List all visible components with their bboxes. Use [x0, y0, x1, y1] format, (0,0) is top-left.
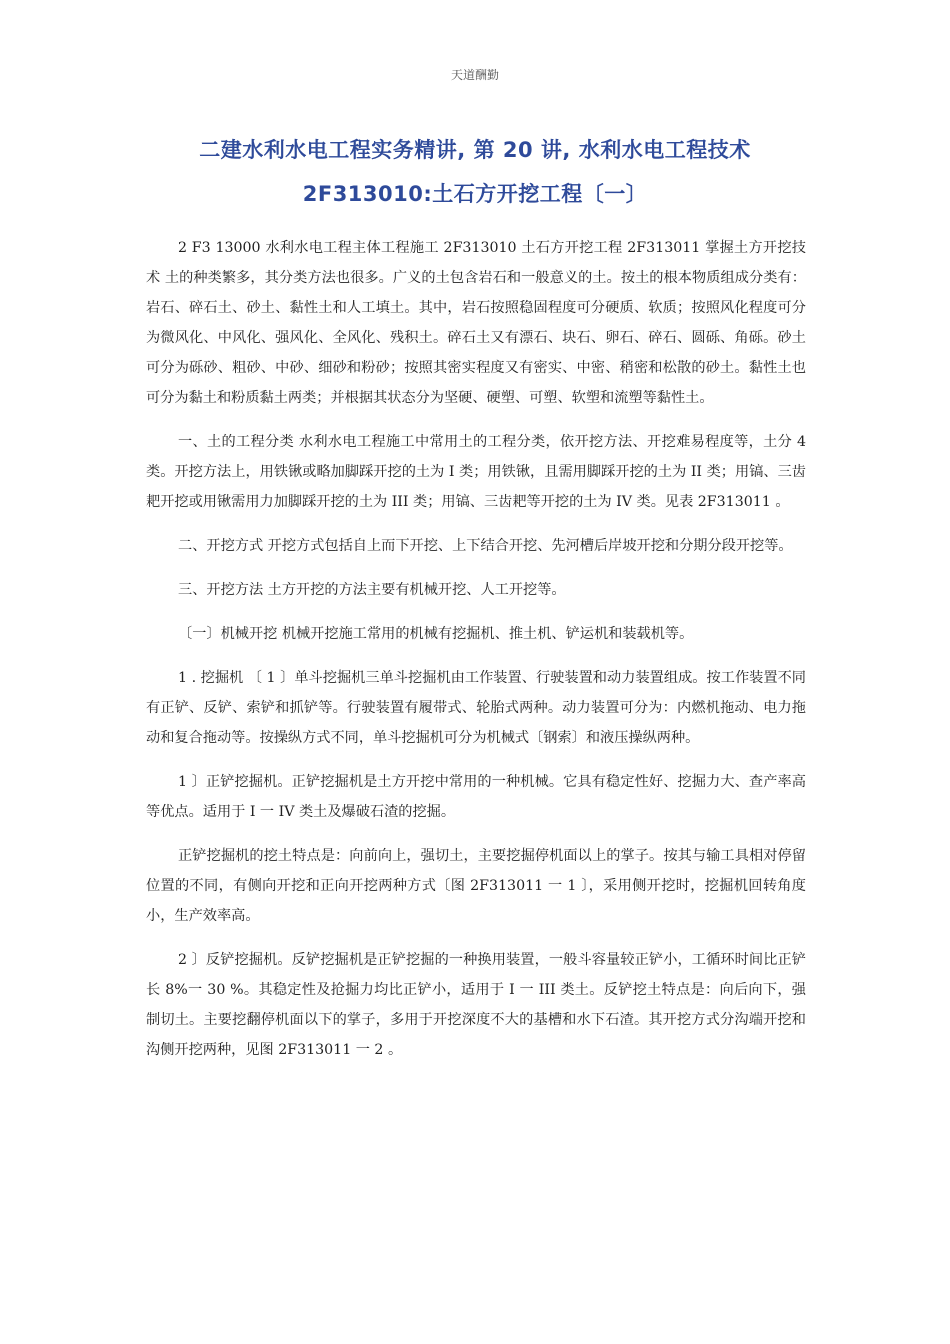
document-title-line-2: 2F313010:土石方开挖工程〔一〕	[302, 182, 648, 206]
paragraph-excavator: 1 . 挖掘机 〔 1 〕单斗挖掘机三单斗挖掘机由工作装置、行驶装置和动力装置组成。按工作装置不同有正铲、反铲、索铲和抓铲等。行驶装置有履带式、轮胎式两种。动力装置可分为：内燃机拖动、电力拖动和复合拖动等。按操纵方式不同，单斗挖掘机可分为机械式〔钢索〕和液压操纵两种。	[146, 670, 806, 746]
paragraph-front-shovel: 1 〕正铲挖掘机。正铲挖掘机是土方开挖中常用的一种机械。它具有稳定性好、挖掘力大、查产率高等优点。适用于 I 一 IV 类土及爆破石渣的挖掘。	[146, 774, 806, 820]
paragraph-excavation-methods: 三、开挖方法 土方开挖的方法主要有机械开挖、人工开挖等。	[178, 582, 566, 598]
paragraph-excavation-modes: 二、开挖方式 开挖方式包括自上而下开挖、上下结合开挖、先河槽后岸坡开挖和分期分段开挖等。	[178, 538, 793, 554]
paragraph-mechanical-excavation: 〔一〕机械开挖 机械开挖施工常用的机械有挖掘机、推土机、铲运机和装载机等。	[178, 626, 694, 642]
paragraph-front-shovel-features: 正铲挖掘机的挖土特点是：向前向上，强切土，主要挖掘停机面以上的掌子。按其与输工具相对停留位置的不同，有侧向开挖和正向开挖两种方式〔图 2F313011 一 1 〕，采用侧开挖时，挖掘机回转角度小，生产效率高。	[146, 848, 806, 924]
document-title-line-1: 二建水利水电工程实务精讲, 第 20 讲, 水利水电工程技术	[199, 138, 751, 162]
page-header: 天道酬勤	[450, 68, 499, 82]
paragraph-soil-classification: 一、土的工程分类 水利水电工程施工中常用土的工程分类，依开挖方法、开挖难易程度等，土分 4 类。开挖方法上，用铁锹或略加脚踩开挖的土为 I 类；用铁锹，且需用脚踩开挖的土为 II 类；用镐、三齿耙开挖或用锹需用力加脚踩开挖的土为 III 类；用镐、三齿耙等开挖的土为 IV 类。见表 2F313011 。	[146, 434, 806, 510]
paragraph-intro: 2 F3 13000 水利水电工程主体工程施工 2F313010 土石方开挖工程 2F313011 掌握土方开挖技术 土的种类繁多，其分类方法也很多。广义的土包含岩石和一般意义的土。按土的根本物质组成分类有：岩石、碎石土、砂土、黏性土和人工填土。其中，岩石按照稳固程度可分硬质、软质；按照风化程度可分为微风化、中风化、强风化、全风化、残积土。碎石土又有漂石、块石、卵石、碎石、圆砾、角砾。砂土可分为砾砂、粗砂、中砂、细砂和粉砂；按照其密实程度又有密实、中密、稍密和松散的砂土。黏性土也可分为黏土和粉质黏土两类；并根据其状态分为坚硬、硬塑、可塑、软塑和流塑等黏性土。	[146, 240, 806, 406]
document-body	[146, 233, 806, 1079]
paragraph-backhoe: 2 〕反铲挖掘机。反铲挖掘机是正铲挖掘的一种换用装置，一般斗容量较正铲小，工循环时间比正铲长 8%一 30 %。其稳定性及抢掘力均比正铲小，适用于 I 一 III 类土。反铲挖土特点是：向后向下，强制切土。主要挖翻停机面以下的掌子，多用于开挖深度不大的基槽和水下石渣。其开挖方式分沟端开挖和沟侧开挖两种，见图 2F313011 一 2 。	[146, 952, 806, 1058]
